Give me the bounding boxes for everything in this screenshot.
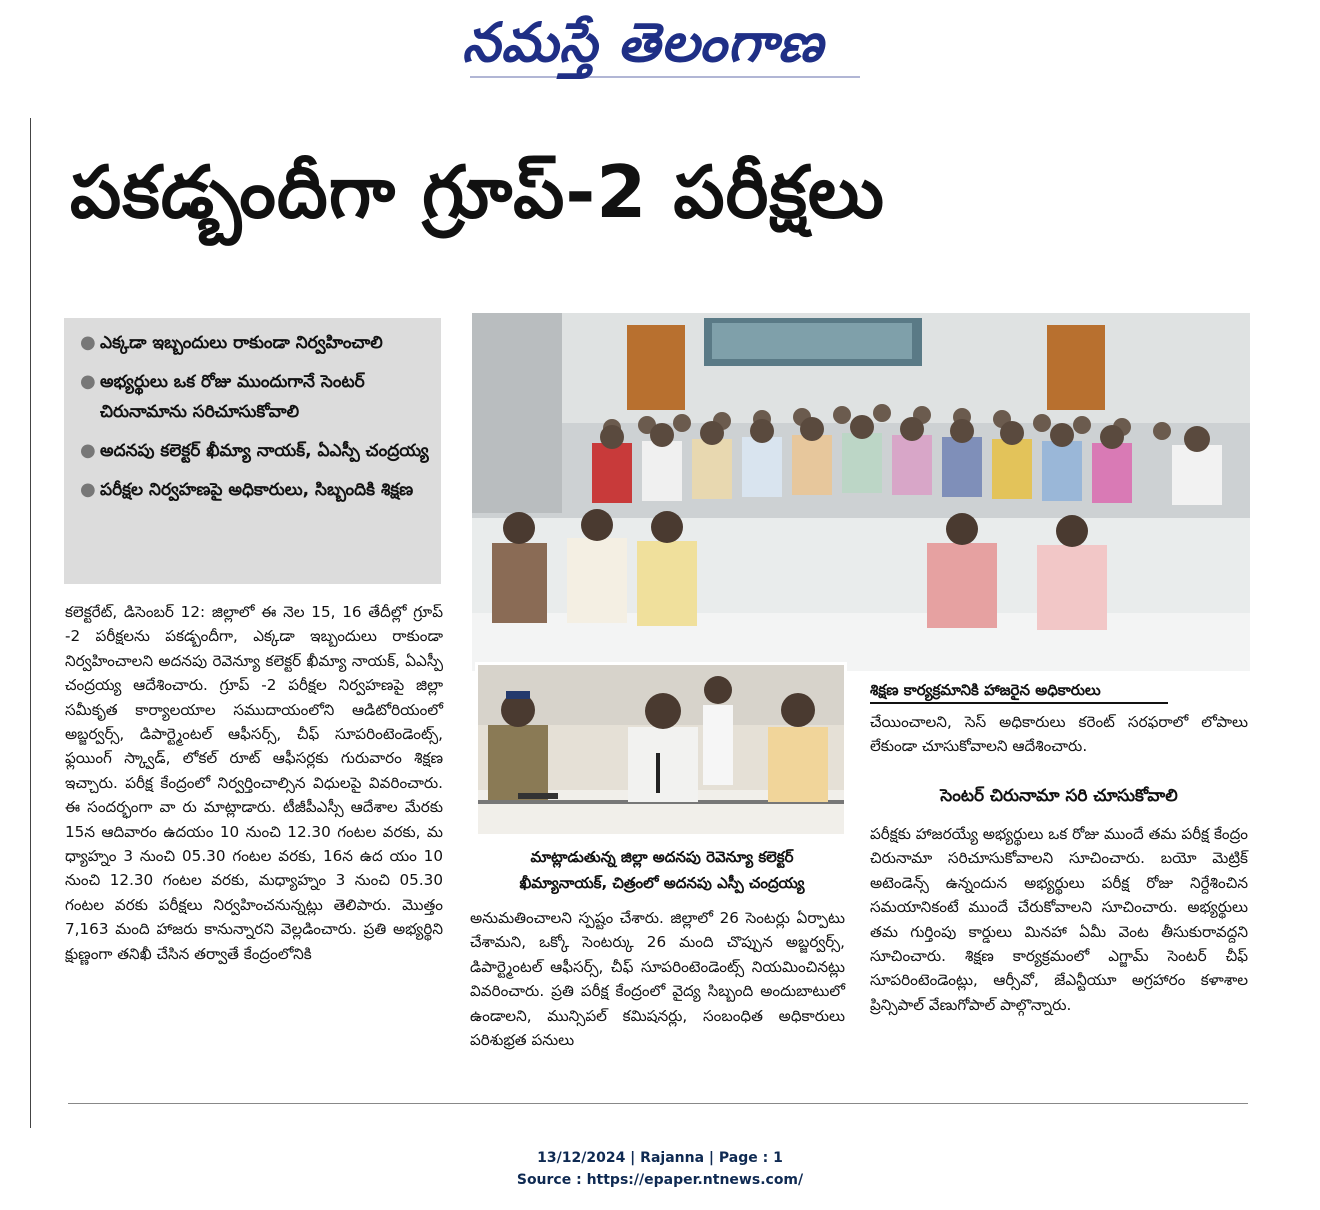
highlights-box — [64, 318, 441, 584]
article-column-3-bottom: పరీక్షకు హాజరయ్యే అభ్యర్థులు ఒక రోజు ముందే తమ పరీక్ష కేంద్రం చిరునామా సరిచూసుకోవాలని సూచించారు. బయో మెట్రిక్ అటెండెన్స్ ఉన్నందున అభ్యర్థులు పరీక్ష రోజు నిర్దేశించిన సమయానికంటే ముందే చేరుకోవాలని సూచించారు. అభ్యర్థులు తమ గుర్తింపు కార్డులు మినహా ఏమీ వెంట తీసుకురావద్దని సూచించారు. శిక్షణ కార్యక్రమంలో ఎగ్జామ్ సెంటర్ చీఫ్ సూపరింటెండెంట్లు, ఆర్సీవో, జేఎన్టీయూ అగ్రహారం కళాశాల ప్రిన్సిపాల్ వేణుగోపాల్ పాల్గొన్నారు. — [870, 825, 1248, 1014]
training-session-illustration — [472, 313, 1250, 671]
bullet-icon: ● — [80, 440, 96, 461]
highlight-text: పరీక్షల నిర్వహణపై అధికారులు, సిబ్బందికి శిక్షణ — [100, 480, 414, 500]
dais-speech-illustration — [478, 665, 844, 834]
main-photo-caption: శిక్షణ కార్యక్రమానికి హాజరైన అధికారులు — [870, 681, 1101, 699]
highlight-item — [80, 475, 431, 505]
highlight-item — [80, 328, 431, 358]
bullet-icon: ● — [80, 371, 96, 392]
divider — [68, 1103, 1248, 1104]
bullet-icon: ● — [80, 332, 96, 353]
highlight-text: అభ్యర్థులు ఒక రోజు ముందుగానే సెంటర్ చిరునామాను సరిచూసుకోవాలి — [100, 372, 365, 422]
newspaper-logo: నమస్తే తెలంగాణ — [462, 10, 824, 74]
article-column-2: అనుమతించాలని స్పష్టం చేశారు. జిల్లాలో 26 సెంటర్లు ఏర్పాటు చేశామని, ఒక్కో సెంటర్కు 26 మంది చొప్పున అబ్జర్వర్స్, డిపార్ట్మెంటల్ ఆఫీసర్స్, చీఫ్ సూపరింటెండెంట్స్ నియమించినట్లు వివరించారు. ప్రతి పరీక్ష కేంద్రంలో వైద్య సిబ్బంది అందుబాటులో ఉండాలని, మున్సిపల్ కమిషనర్లు, సంబంధిత అధికారులు పరిశుభ్రత పనులు — [470, 909, 845, 1050]
highlight-text: అదనపు కలెక్టర్ ఖీమ్యా నాయక్, ఏఎస్పీ చంద్రయ్య — [100, 441, 429, 461]
dais-speech-photo — [475, 662, 847, 837]
small-photo-caption: మాట్లాడుతున్న జిల్లా అదనపు రెవెన్యూ కలెక్టర్ ఖీమ్యానాయక్, చిత్రంలో అదనపు ఎస్పీ చంద్రయ్య — [519, 848, 805, 892]
masthead — [0, 4, 1320, 88]
headline: పకడ్బందీగా గ్రూప్-2 పరీక్షలు — [70, 150, 885, 234]
article-column-1: కలెక్టరేట్, డిసెంబర్ 12: జిల్లాలో ఈ నెల 15, 16 తేదీల్లో గ్రూప్ -2 పరీక్షలను పకడ్బందీగా, ఎక్కడా ఇబ్బందులు రాకుండా నిర్వహించాలని అదనపు రెవెన్యూ కలెక్టర్ ఖీమ్యా నాయక్, ఏఎస్పీ చంద్రయ్య ఆదేశించారు. గ్రూప్ -2 పరీక్షల నిర్వహణపై జిల్లా సమీకృత కార్యాలయాల సముదాయంలోని ఆడిటోరియంలో అబ్జర్వర్స్, డిపార్ట్మెంటల్ ఆఫీసర్స్, చీఫ్ సూపరింటెండెంట్స్, ఫ్లయింగ్ స్క్వాడ్, లోకల్ రూట్ ఆఫీసర్లకు గురువారం శిక్షణ ఇచ్చారు. పరీక్ష కేంద్రంలో నిర్వర్తించాల్సిన విధులపై వివరించారు. ఈ సందర్భంగా వా రు మాట్లాడారు. టీజీపీఎస్సీ ఆదేశాల మేరకు 15న ఆదివారం ఉదయం 10 నుంచి 12.30 గంటల వరకు, మ ధ్యాహ్నం 3 నుంచి 05.30 గంటల వరకు, 16న ఉద యం 10 నుంచి 12.30 గంటల వరకు, మధ్యాహ్నం 3 నుంచి 05.30 గంటల వరకు పరీక్షలు నిర్వహించనున్నట్లు తెలిపారు. మొత్తం 7,163 మంది హాజరు కానున్నారని వెల్లడించారు. ప్రతి అభ్యర్థిని క్షుణ్ణంగా తనిఖీ చేసిన తర్వాతే కేంద్రంలోనికి — [65, 603, 443, 963]
footer-date-edition: 13/12/2024 | Rajanna | Page : 1 — [537, 1150, 783, 1166]
highlight-item — [80, 367, 431, 427]
caption-underline — [870, 702, 1168, 704]
training-session-photo — [472, 313, 1250, 671]
page-border — [30, 118, 31, 1128]
highlight-text: ఎక్కడా ఇబ్బందులు రాకుండా నిర్వహించాలి — [100, 333, 383, 353]
footer-source-link[interactable]: Source : https://epaper.ntnews.com/ — [516, 1172, 804, 1188]
bullet-icon: ● — [80, 479, 96, 500]
article-subheading: సెంటర్ చిరునామా సరి చూసుకోవాలి — [940, 786, 1178, 806]
masthead-underline — [470, 76, 860, 78]
highlight-item — [80, 436, 431, 466]
article-column-3-top: చేయించాలని, సెస్ అధికారులు కరెంట్ సరఫరాలో లోపాలు లేకుండా చూసుకోవాలని ఆదేశించారు. — [870, 713, 1248, 756]
